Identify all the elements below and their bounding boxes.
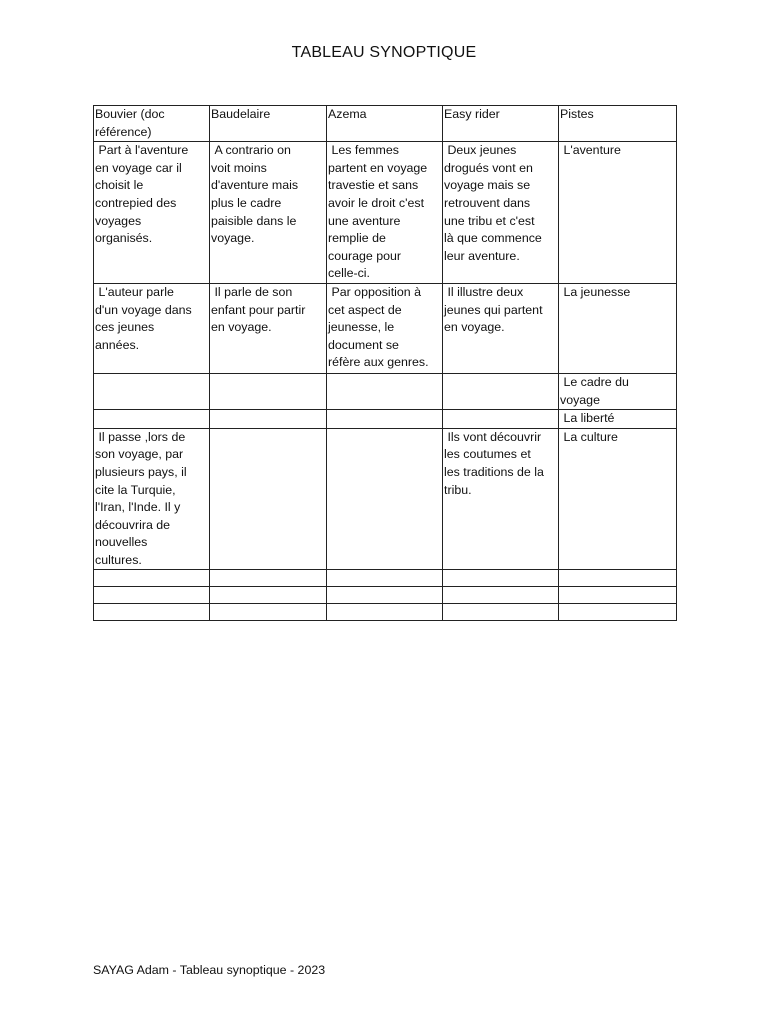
table-cell: La culture [559,428,677,570]
table-cell [443,587,559,604]
table-cell: La jeunesse [559,283,677,373]
table-cell: La liberté [559,410,677,429]
header-cell-bouvier: Bouvier (doc référence) [94,106,210,142]
table-row [94,570,677,587]
table-row [94,283,677,373]
table-cell [327,587,443,604]
table-cell: Il passe ,lors de son voyage, par plusieurs pays, il cite la Turquie, l'Iran, l'Inde. Il y découvrira de nouvelles cultures. [94,428,210,570]
table-cell [210,604,327,621]
table-row [94,373,677,409]
table-cell [327,373,443,409]
table-cell [443,373,559,409]
table-cell [94,410,210,429]
table-cell: Les femmes partent en voyage travestie et sans avoir le droit c'est une aventure remplie de courage pour celle-ci. [327,142,443,284]
table-row [94,604,677,621]
table-cell [210,428,327,570]
table-cell: L'aventure [559,142,677,284]
table-cell: Ils vont découvrir les coutumes et les traditions de la tribu. [443,428,559,570]
header-cell-azema: Azema [327,106,443,142]
table-cell [443,570,559,587]
table-cell [327,428,443,570]
table-cell: Par opposition à cet aspect de jeunesse, le document se réfère aux genres. [327,283,443,373]
table-cell [443,410,559,429]
table-cell [94,570,210,587]
table-cell [94,587,210,604]
table-cell: Il illustre deux jeunes qui partent en voyage. [443,283,559,373]
table-cell: Part à l'aventure en voyage car il choisit le contrepied des voyages organisés. [94,142,210,284]
table-cell [443,604,559,621]
table-cell: Deux jeunes drogués vont en voyage mais se retrouvent dans une tribu et c'est là que commence leur aventure. [443,142,559,284]
document-title: TABLEAU SYNOPTIQUE [291,44,477,61]
table-cell: Il parle de son enfant pour partir en voyage. [210,283,327,373]
table-row [94,587,677,604]
header-cell-baudelaire: Baudelaire [210,106,327,142]
table-cell: A contrario on voit moins d'aventure mais plus le cadre paisible dans le voyage. [210,142,327,284]
table-row [94,410,677,429]
table-cell [559,587,677,604]
table-cell [210,587,327,604]
table-cell [327,604,443,621]
header-cell-easy-rider: Easy rider [443,106,559,142]
table-cell [559,604,677,621]
table-row [94,428,677,570]
table-row [94,142,677,284]
synoptic-table [93,105,677,621]
header-cell-pistes: Pistes [559,106,677,142]
table-cell [327,410,443,429]
table-cell [210,570,327,587]
page-footer: SAYAG Adam - Tableau synoptique - 2023 [93,963,326,977]
table-cell [94,373,210,409]
table-cell: L'auteur parle d'un voyage dans ces jeunes années. [94,283,210,373]
table-header-row [94,106,677,142]
table-cell [210,410,327,429]
table-cell [210,373,327,409]
table-cell [94,604,210,621]
table-cell: Le cadre du voyage [559,373,677,409]
table-cell [327,570,443,587]
table-cell [559,570,677,587]
